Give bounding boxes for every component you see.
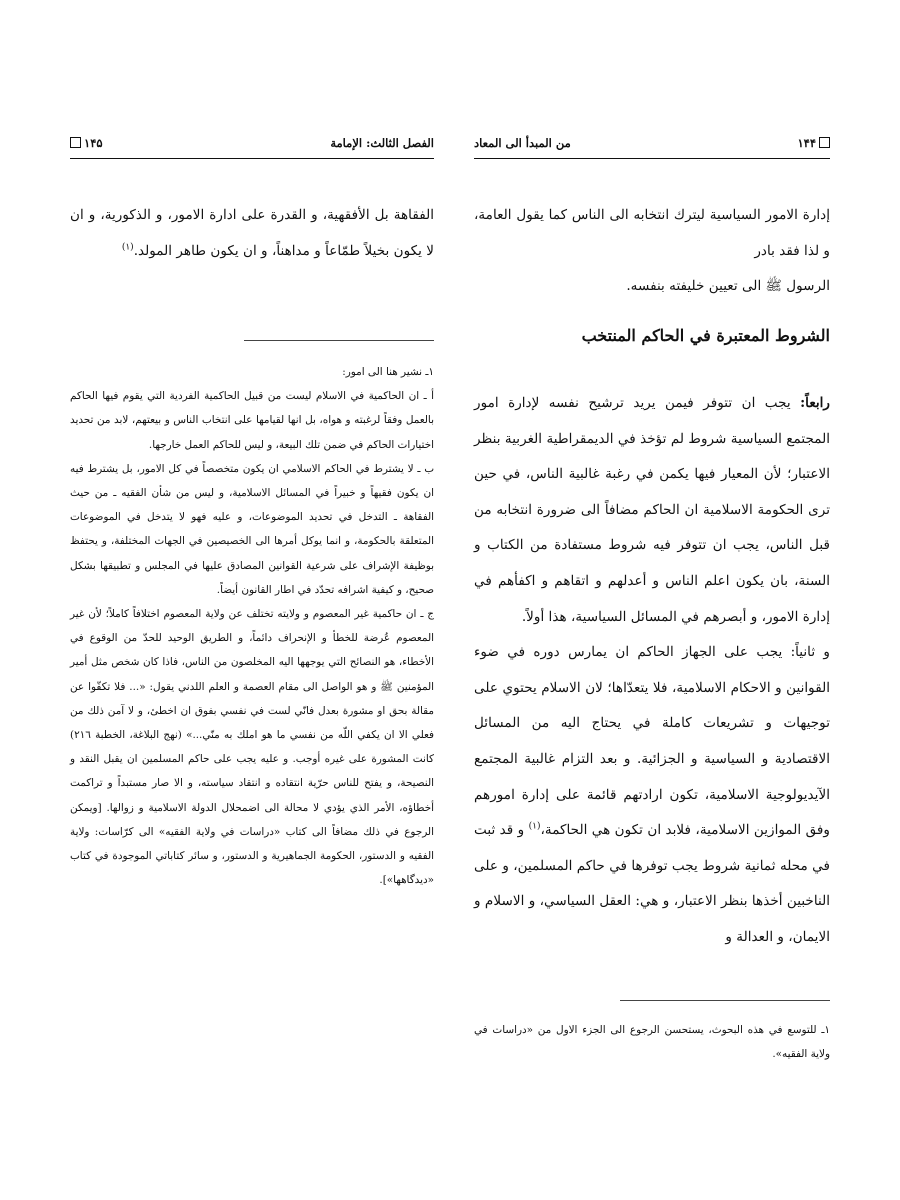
left-running-title: الفصل الثالث: الإمامة xyxy=(330,136,434,150)
footnote-divider xyxy=(620,1000,830,1001)
left-page-header xyxy=(70,136,434,159)
page-box-icon xyxy=(70,137,81,148)
footnote-divider xyxy=(244,340,434,341)
section-heading: الشروط المعتبرة في الحاكم المنتخب xyxy=(581,326,830,345)
right-main-text xyxy=(474,386,830,956)
footnote-line: ج ـ ان حاكمية غير المعصوم و ولايته تختلف عن ولاية المعصوم اختلافاً كاملاً؛ لأن غير المعصوم عُرضة للخطأ و الإنحراف دائماً، و الطريق الوحيد للحدّ من الوقوع في الأخطاء، هو النصائح التي يوجهها اليه المخلصون من الناس، فاذا كان شخص مثل أمير المؤمنين ﷺ و هو الواصل الى مقام العصمة و العلم اللدني يقول: «... فلا تكفّوا عن مقالة بحق او مشورة بعدل فانّي لست في نفسي بفوق ان اخطئ، و لا آمن ذلك من فعلي الا ان يكفي اللّه من نفسي ما هو املك به منّي...» (نهج البلاغة، الخطبة ٢١٦) كانت المشورة على غيره أوجب. و عليه يجب على حاكم المسلمين ان يقبل النقد و النصيحة، و يفتح للناس حرّية انتقاده و انتقاد سياسته، و الا صار مستبداً و تراكمت أخطاؤه، الأمر الذي يؤدي لا محالة الى اضمحلال الدولة الاسلامية و زوالها. [ويمكن الرجوع في ذلك مضافاً الى كتاب «دراسات في ولاية الفقيه» الى كرّاسات: ولاية الفقيه و الدستور، الحكومة الجماهيرية و الدستور، و سائر كتاباتي الموجودة في كتاب «ديدگاهها»]. xyxy=(70,608,434,887)
right-page-header xyxy=(474,136,830,159)
left-footnotes xyxy=(70,360,434,892)
left-intro-text: الفقاهة بل الأفقهية، و القدرة على ادارة الامور، و الذكورية، و ان لا يكون بخيلاً طمّاعاً و مداهناً، و ان يكون طاهر المولد.$^{(١)}$ xyxy=(70,207,434,259)
intro-line: إدارة الامور السياسية ليترك انتخابه الى الناس كما يقول العامة، و لذا فقد بادر xyxy=(474,207,830,259)
footnote-ref: (١) xyxy=(528,821,541,832)
right-page-number: ١۴۴ xyxy=(797,136,830,150)
footnote-line: ١ـ نشير هنا الى امور: xyxy=(342,366,434,378)
footnote-line: أ ـ ان الحاكمية في الاسلام ليست من قبيل الحاكمية الفردية التي يقوم فيها الحاكم بالعمل وفقاً لرغبته و هواه، بل انها لقيامها على انتخاب الناس و بيعتهم، لابد من تحديد اختيارات الحاكم في ضمن تلك البيعة، و ليس للحاكم العمل خارجها. xyxy=(70,390,434,451)
footnote-line: ب ـ لا يشترط في الحاكم الاسلامي ان يكون متخصصاً في كل الامور، بل يشترط فيه ان يكون فقيهاً و خبيراً في المسائل الاسلامية، و ليس من شأن الفقيه ـ من حيث الفقاهة ـ التدخل في تحديد الموضوعات، و عليه فهو لا يتدخل في الموضوعات المتعلقة بالحكومة، و انما يوكل أمرها الى الخصيصين في الجهات المختلفة، و يحتفظ بوظيفة الإشراف على شرعية القوانين المصادق عليها في المجلس و تطبيقها بشكل صحيح، و كيفية اشرافه تحدّد في اطار القانون أيضاً. xyxy=(70,462,434,596)
right-intro-text xyxy=(474,198,830,305)
left-page-number: ١۴۵ xyxy=(70,136,103,150)
footnote-ref: (١) xyxy=(121,242,134,253)
left-page xyxy=(70,0,434,1200)
intro-line: الرسول ﷺ الى تعيين خليفته بنفسه. xyxy=(626,278,830,295)
paragraph-2: و ثانياً: يجب على الجهاز الحاكم ان يمارس دوره في ضوء القوانين و الاحكام الاسلامية، فلا يتعدّاها؛ لان الاسلام يحتوي على توجيهات و تشريعات كاملة في يحتاج اليه من المسائل الاقتصادية و السياسية و الجزائية. و بعد التزام غالبية المجتمع الآيديولوجية الاسلامية، تكون ارادتهم قائمة على إدارة امورهم وفق الموازين الاسلامية، فلابد ان تكون هي الحاكمة،$^{(١)}$ و قد ثبت في محله ثمانية شروط يجب توفرها في حاكم المسلمين، و على الناخبين أخذها بنظر الاعتبار، و هي: العقل السياسي، و الاسلام و الايمان، و العدالة و xyxy=(474,644,830,945)
paragraph-1: رابعاً: يجب ان تتوفر فيمن يريد ترشيح نفسه لإدارة امور المجتمع السياسية شروط لم تؤخذ في الديمقراطية الغربية بنظر الاعتبار؛ لأن المعيار فيها يكمن في رغبة غالبية الناس، في حين ترى الحكومة الاسلامية ان الحاكم مضافاً الى ضرورة انتخابه من قبل الناس، يجب ان تتوفر فيه شروط مستفادة من الكتاب و السنة، بان يكون اعلم الناس و أعدلهم و اتقاهم و اكفأهم في إدارة الامور، و أبصرهم في المسائل السياسية، هذا أولاً. xyxy=(474,395,830,625)
right-page xyxy=(474,0,830,1200)
rabian-label: رابعاً: xyxy=(800,395,830,411)
page-box-icon xyxy=(819,137,830,148)
right-running-title: من المبدأ الى المعاد xyxy=(474,136,571,150)
right-footnote: ١ـ للتوسع في هذه البحوث، يستحسن الرجوع الى الجزء الاول من «دراسات في ولاية الفقيه». xyxy=(474,1024,830,1061)
